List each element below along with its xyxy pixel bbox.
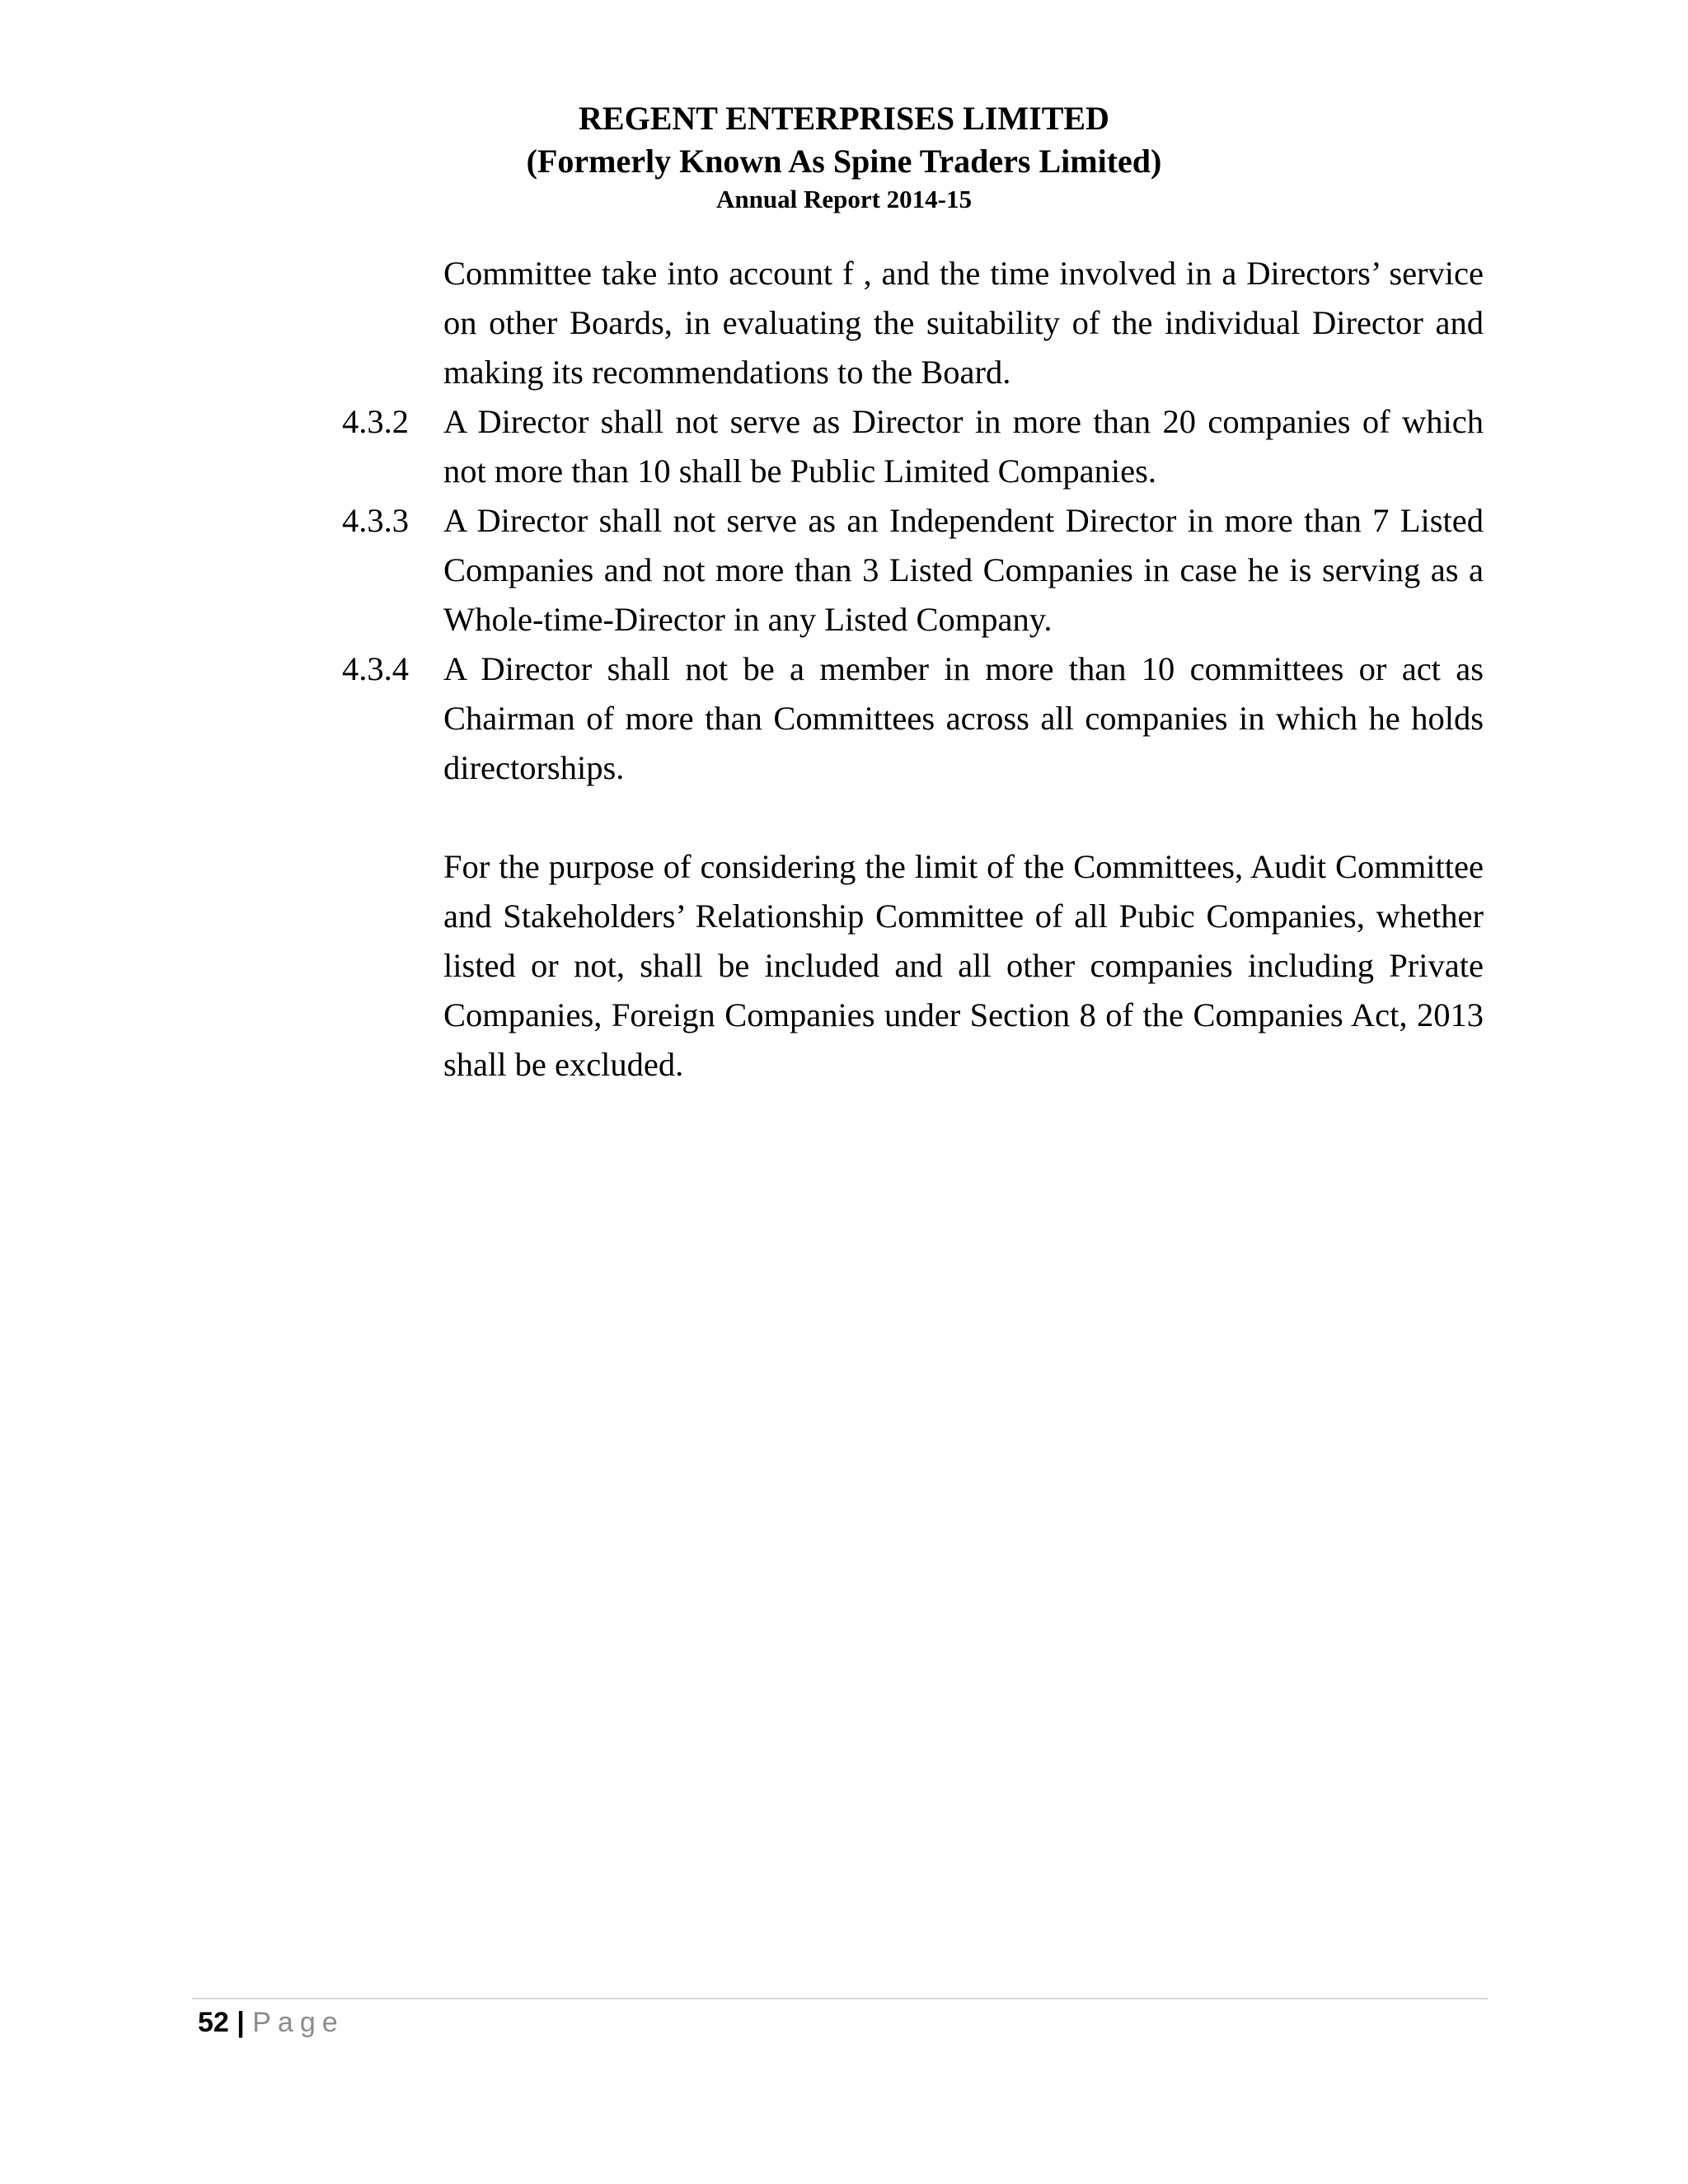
continuation-text: Committee take into account f , and the time involved in a Directors’ service on other Boards, in evaluating the suitability of the individual Director and making its recommendations to the Board. (443, 255, 1484, 391)
page-label: Page (252, 2007, 345, 2038)
former-name: (Formerly Known As Spine Traders Limited) (526, 143, 1162, 180)
committee-limit-note (342, 842, 1484, 1090)
clause-4-3-4 (342, 644, 1484, 793)
footer-separator: | (237, 2007, 245, 2038)
page-footer (198, 2004, 345, 2041)
clause-4-3-2 (342, 397, 1484, 496)
continuation-paragraph (342, 249, 1484, 397)
clause-text: A Director shall not be a member in more than 10 committees or act as Chairman of more than Committees across all companies in which he holds directorships. (443, 650, 1484, 786)
report-title: Annual Report 2014-15 (715, 185, 972, 213)
paragraph-spacer (342, 793, 1484, 842)
footer-divider (192, 1998, 1488, 1999)
clause-4-3-3 (342, 496, 1484, 644)
clause-number: 4.3.4 (342, 650, 409, 687)
clause-text: A Director shall not serve as an Independent Director in more than 7 Listed Companies and not more than 3 Listed Companies in case he is serving as a Whole-time-Director in any Listed Company. (443, 502, 1484, 638)
company-name: REGENT ENTERPRISES LIMITED (579, 100, 1109, 137)
clause-number: 4.3.2 (342, 403, 409, 440)
page-number: 52 (198, 2007, 229, 2038)
clause-number: 4.3.3 (342, 502, 409, 539)
body-text (342, 249, 1484, 1090)
report-header (0, 97, 1688, 216)
note-text: For the purpose of considering the limit of the Committees, Audit Committee and Stakeholders’ Relationship Committee of all Pubic Companies, whether listed or not, shall be included and all other companies including Private Companies, Foreign Companies under Section 8 of the Companies Act, 2013 shall be excluded. (443, 848, 1484, 1083)
clause-text: A Director shall not serve as Director in more than 20 companies of which not more than 10 shall be Public Limited Companies. (443, 403, 1484, 490)
